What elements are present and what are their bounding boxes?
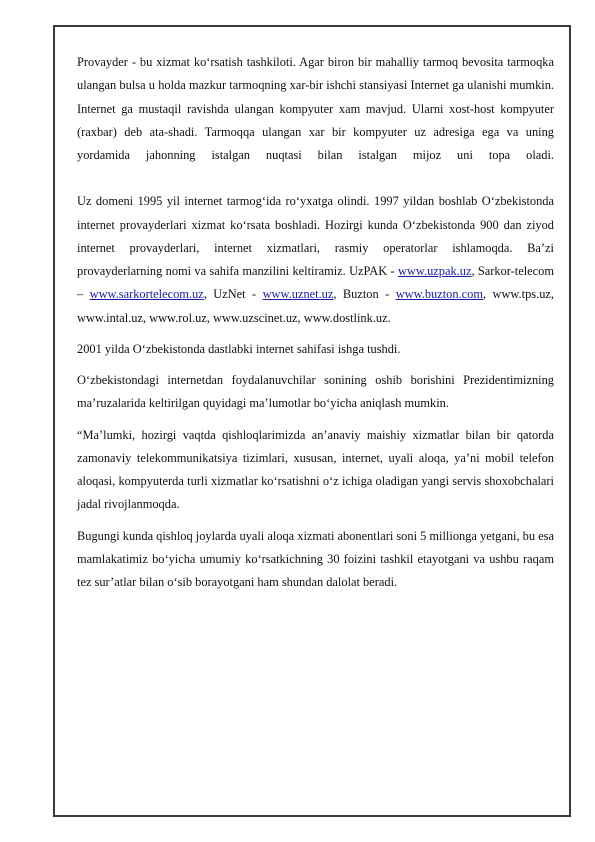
provider-sites-tail: , www.tps.uz, www.intal.uz, www.rol.uz, www.uzscinet.uz, www.dostlink.uz. <box>77 287 554 325</box>
uz-domain-text: Uz domeni 1995 yil internet tarmog‘ida ro‘yxatga olindi. 1997 yildan boshlab O‘zbekistonda internet provayderlari xizmat ko‘rsata boshladi. Hozirgi kunda O‘zbekistonda 900 dan ziyod internet provayderlari, internet xizmatlari, rasmiy operatorlar ishlamoqda. Ba’zi provayderlarning nomi va sahifa manzilini keltiramiz. UzPAK - <box>77 194 554 278</box>
separator-text: , Sarkor-telecom – <box>77 264 554 302</box>
link-uzpak[interactable]: www.uzpak.uz <box>397 264 472 278</box>
paragraph-uz-domain <box>77 190 554 330</box>
link-sarkortelecom[interactable]: www.sarkortelecom.uz <box>89 287 204 302</box>
paragraph-provider-definition: Provayder - bu xizmat ko‘rsatish tashkiloti. Agar biron bir mahalliy tarmoq bevosita tarmoqka ulangan bulsa u holda mazkur tarmoqning xar-bir ishchi stansiyasi Internet ga ulanishi mumkin. Internet ga mustaqil ravishda ulangan kompyuter xam mavjud. Ularni xost-host kompyuter (raxbar) deb ata-shadi. Tarmoqqa ulangan xar bir kompyuter uz adresiga ega va uning yordamida jahonning istalgan nuqtasi bilan istalgan mijoz uni topa oladi. <box>77 55 554 162</box>
separator-text: , UzNet - <box>203 287 263 302</box>
document-body <box>77 51 554 602</box>
paragraph-mobile-subscribers: Bugungi kunda qishloq joylarda uyali aloqa xizmati abonentlari soni 5 millionga yetgani, bu esa mamlakatimiz bo‘yicha umumiy ko‘rsatkichning 30 foizini tashkil etayotgani va ushbu raqam tez sur’atlar bilan o‘sib borayotgani ham shundan dalolat beradi. <box>77 528 554 589</box>
link-buzton[interactable]: www.buzton.com <box>395 287 483 302</box>
paragraph-quote: “Ma’lumki, hozirgi vaqtda qishloqlarimizda an’anaviy maishiy xizmatlar bilan bir qatorda zamonaviy telekommunikatsiya tizimlari, xususan, internet, uyali aloqa, ya’ni mobil telefon aloqasi, kompyuterda turli xizmatlar ko‘rsatishni o‘z ichiga oladigan yangi servis shoxobchalari jadal rivojlanmoqda. <box>77 427 554 512</box>
separator-text: , Buzton - <box>333 287 396 302</box>
link-uznet[interactable]: www.uznet.uz <box>262 287 334 302</box>
paragraph-first-site: 2001 yilda O‘zbekistonda dastlabki internet sahifasi ishga tushdi. <box>77 341 401 356</box>
paragraph-users-growth: O‘zbekistondagi internetdan foydalanuvchilar sonining oshib borishini Prezidentimizning ma’ruzalarida keltirilgan quyidagi ma’lumotlar bo‘yicha aniqlash mumkin. <box>77 373 554 411</box>
